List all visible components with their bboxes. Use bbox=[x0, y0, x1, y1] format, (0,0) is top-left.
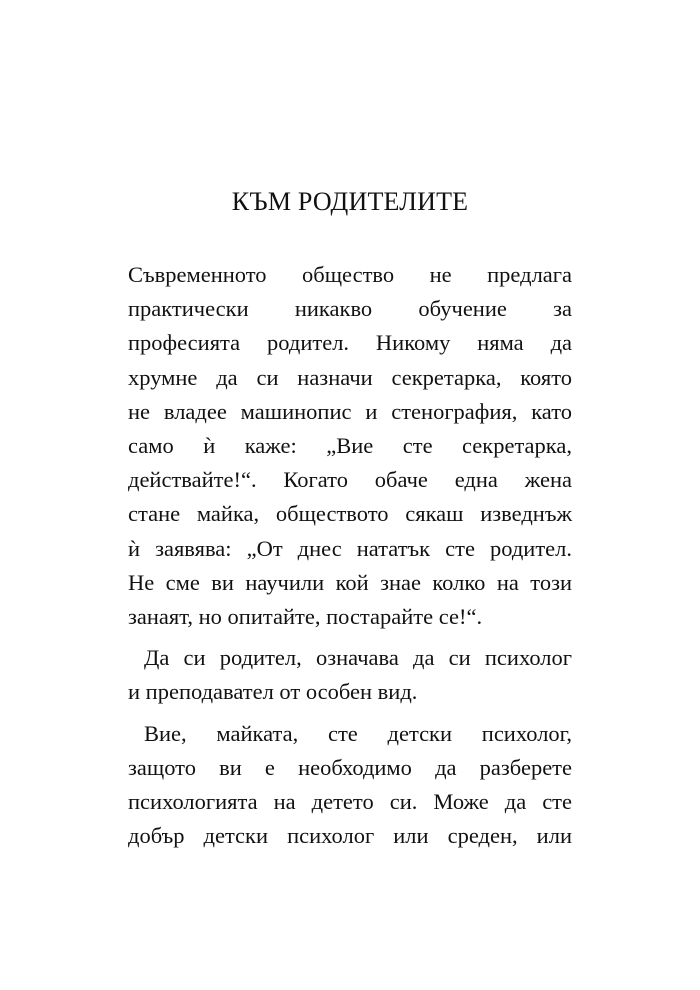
text-line: Не сме ви научили кой знае колко на този bbox=[128, 569, 572, 595]
text-line: практически никакво обучение за bbox=[128, 296, 572, 322]
text-line: ѝ заявява: „От днес нататък сте родител. bbox=[128, 535, 572, 561]
text-line: Съвременното общество не предлага bbox=[128, 262, 572, 287]
text-line: и преподавател от особен вид. bbox=[128, 679, 418, 705]
paragraph bbox=[128, 258, 572, 634]
text-line: добър детски психолог или среден, или bbox=[128, 823, 572, 849]
text-line: психологията на детето си. Може да сте bbox=[128, 789, 572, 815]
text-line: стане майка, обществото сякаш изведнъж bbox=[128, 501, 572, 527]
paragraph bbox=[128, 717, 572, 854]
text-line: защото ви е необходимо да разберете bbox=[128, 754, 572, 780]
text-line: занаят, но опитайте, постарайте се!“. bbox=[128, 604, 483, 630]
text-line: само ѝ каже: „Вие сте секретарка, bbox=[128, 433, 572, 459]
text-line: хрумне да си назначи секретарка, която bbox=[128, 364, 572, 390]
body-text bbox=[128, 258, 572, 860]
text-line: Вие, майката, сте детски психолог, bbox=[144, 720, 572, 746]
text-line: не владее машинопис и стенография, като bbox=[128, 398, 572, 424]
paragraph bbox=[128, 641, 572, 709]
text-line: Да си родител, означава да си психолог bbox=[144, 645, 572, 671]
text-line: професията родител. Никому няма да bbox=[128, 330, 572, 356]
chapter-title: КЪМ РОДИТЕЛИТЕ bbox=[231, 187, 469, 216]
text-line: действайте!“. Когато обаче една жена bbox=[128, 467, 572, 493]
